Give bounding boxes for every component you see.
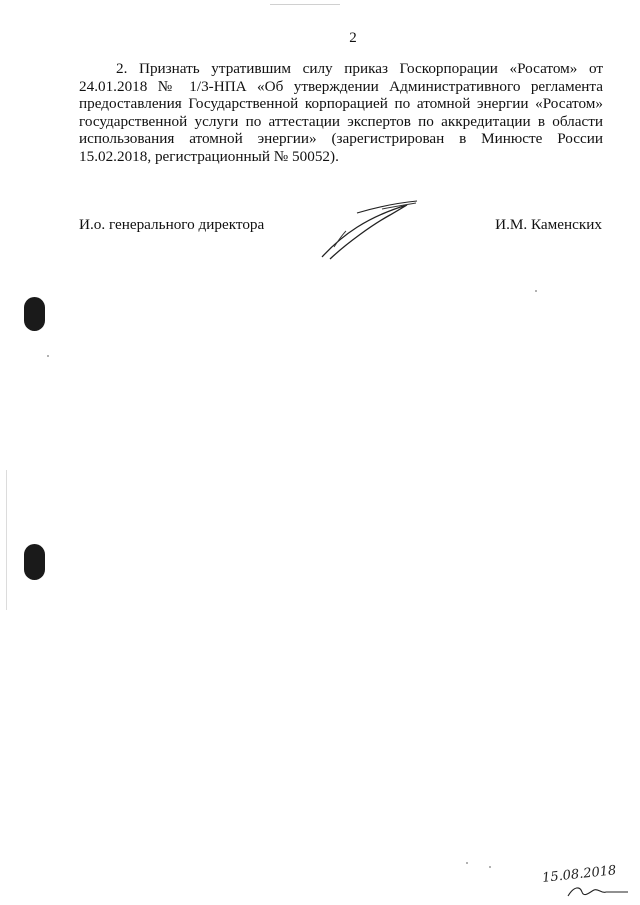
svg-text:15.08.2018: 15.08.2018 — [541, 863, 618, 886]
scan-speck — [489, 866, 491, 868]
signatory-name: И.М. Каменских — [495, 216, 602, 233]
scan-speck — [535, 290, 537, 292]
top-scan-rule — [270, 4, 340, 5]
binder-hole-top — [24, 297, 45, 331]
binder-hole-bottom — [24, 544, 45, 580]
body-paragraph: 2. Признать утратившим силу приказ Госкорпорации «Росатом» от 24.01.2018 № 1/3-НПА «Об утверждении Административного регламента предоставления Государственной корпорацией по атомной энергии «Росатом» государственной услуги по аттестации экспертов по аккредитации в области использования атомной энергии» (зарегистрирован в Минюсте России 15.02.2018, регистрационный № 50052). — [79, 60, 603, 165]
scan-edge-line — [6, 470, 7, 610]
handwritten-date-note — [540, 862, 630, 902]
scan-speck — [47, 355, 49, 357]
signatory-position: И.о. генерального директора — [79, 216, 265, 233]
handwritten-signature — [312, 195, 432, 265]
scan-speck — [466, 862, 468, 864]
page-number: 2 — [349, 30, 357, 46]
